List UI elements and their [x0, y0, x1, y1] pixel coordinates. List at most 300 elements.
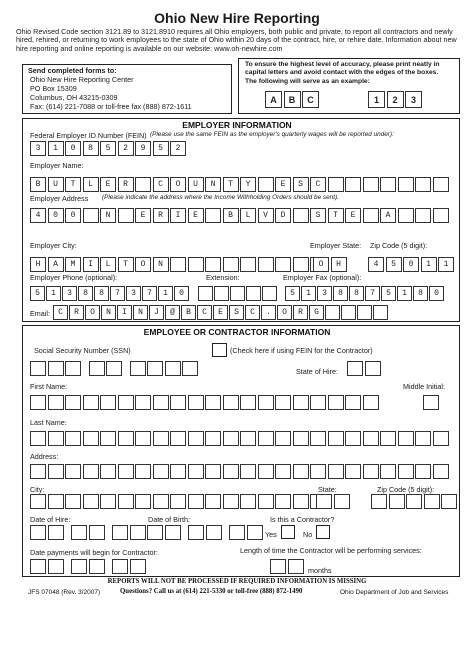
char-box[interactable]: N	[153, 257, 169, 272]
char-box[interactable]	[112, 559, 128, 574]
example-cell: B	[284, 91, 301, 108]
char-box[interactable]: 1	[397, 286, 412, 301]
char-box[interactable]	[205, 208, 221, 223]
char-box[interactable]	[130, 361, 146, 376]
char-box[interactable]: N	[100, 208, 116, 223]
char-box[interactable]	[147, 361, 163, 376]
char-box[interactable]	[223, 494, 239, 509]
char-box[interactable]: 8	[413, 286, 428, 301]
char-box[interactable]	[30, 494, 46, 509]
char-box[interactable]: 0	[174, 286, 189, 301]
char-box[interactable]	[165, 361, 181, 376]
char-box[interactable]	[89, 559, 105, 574]
char-box[interactable]	[293, 257, 309, 272]
char-box[interactable]	[441, 494, 457, 509]
char-box[interactable]	[153, 395, 169, 410]
char-box[interactable]: T	[328, 208, 344, 223]
char-box[interactable]	[83, 395, 99, 410]
char-box[interactable]	[135, 494, 151, 509]
char-box[interactable]: 7	[110, 286, 125, 301]
char-box[interactable]	[246, 286, 261, 301]
contractor-no-checkbox[interactable]	[316, 525, 330, 539]
char-box[interactable]: 2	[170, 141, 186, 156]
char-box[interactable]	[205, 257, 221, 272]
char-box[interactable]	[130, 525, 146, 540]
char-box[interactable]: C	[197, 305, 212, 320]
char-box[interactable]	[345, 177, 361, 192]
char-box[interactable]	[310, 395, 326, 410]
char-box[interactable]	[30, 464, 46, 479]
char-box[interactable]: C	[153, 177, 169, 192]
char-box[interactable]: 7	[142, 286, 157, 301]
send-to-fax: Fax: (614) 221-7088 or toll-free fax (888) 872-1611	[30, 102, 192, 111]
char-box[interactable]	[205, 395, 221, 410]
char-box[interactable]	[334, 494, 350, 509]
employer-fax-field[interactable]	[285, 286, 445, 301]
char-box[interactable]	[363, 431, 379, 446]
char-box[interactable]: O	[277, 305, 292, 320]
char-box[interactable]	[188, 525, 204, 540]
char-box[interactable]: E	[213, 305, 228, 320]
char-box[interactable]	[188, 494, 204, 509]
char-box[interactable]: 0	[65, 141, 81, 156]
char-box[interactable]	[205, 431, 221, 446]
char-box[interactable]	[258, 431, 274, 446]
fein-field[interactable]	[30, 141, 188, 156]
char-box[interactable]	[310, 464, 326, 479]
char-box[interactable]: 1	[48, 141, 64, 156]
char-box[interactable]	[328, 395, 344, 410]
char-box[interactable]	[240, 431, 256, 446]
char-box[interactable]	[293, 208, 309, 223]
char-box[interactable]	[380, 177, 396, 192]
char-box[interactable]: 1	[421, 257, 437, 272]
char-box[interactable]: E	[135, 208, 151, 223]
char-box[interactable]: B	[181, 305, 196, 320]
char-box[interactable]: 1	[438, 257, 454, 272]
char-box[interactable]	[293, 464, 309, 479]
char-box[interactable]	[293, 431, 309, 446]
first-name-field[interactable]	[30, 395, 380, 410]
char-box[interactable]	[371, 494, 387, 509]
char-box[interactable]	[316, 494, 332, 509]
email-field[interactable]	[53, 305, 389, 320]
char-box[interactable]	[406, 494, 422, 509]
char-box[interactable]	[118, 431, 134, 446]
middle-initial-field[interactable]	[423, 395, 441, 410]
example-digits	[368, 91, 424, 108]
char-box[interactable]: H	[30, 257, 46, 272]
payments-begin-label: Date payments will begin for Contractor:	[30, 548, 158, 557]
ssn-field[interactable]	[30, 361, 200, 376]
char-box[interactable]	[48, 525, 64, 540]
employer-zip-field[interactable]	[368, 257, 456, 272]
char-box[interactable]	[48, 395, 64, 410]
char-box[interactable]	[30, 361, 46, 376]
char-box[interactable]: C	[310, 177, 326, 192]
char-box[interactable]	[398, 464, 414, 479]
char-box[interactable]	[270, 559, 286, 574]
ssn-label: Social Security Number (SSN)	[34, 346, 131, 355]
char-box[interactable]	[223, 395, 239, 410]
char-box[interactable]	[100, 464, 116, 479]
char-box[interactable]	[433, 208, 449, 223]
char-box[interactable]	[398, 208, 414, 223]
char-box[interactable]: T	[118, 257, 134, 272]
char-box[interactable]	[424, 494, 440, 509]
char-box[interactable]: H	[331, 257, 347, 272]
char-box[interactable]	[363, 208, 379, 223]
char-box[interactable]	[30, 559, 46, 574]
char-box[interactable]: 3	[126, 286, 141, 301]
char-box[interactable]	[170, 431, 186, 446]
char-box[interactable]	[380, 464, 396, 479]
char-box[interactable]: 3	[317, 286, 332, 301]
char-box[interactable]: G	[309, 305, 324, 320]
char-box[interactable]: 0	[48, 208, 64, 223]
char-box[interactable]	[135, 395, 151, 410]
char-box[interactable]: L	[83, 177, 99, 192]
char-box[interactable]	[48, 464, 64, 479]
char-box[interactable]	[262, 286, 277, 301]
char-box[interactable]	[415, 431, 431, 446]
char-box[interactable]	[118, 208, 134, 223]
char-box[interactable]: C	[53, 305, 68, 320]
char-box[interactable]	[363, 395, 379, 410]
char-box[interactable]: R	[153, 208, 169, 223]
char-box[interactable]: N	[101, 305, 116, 320]
char-box[interactable]: 1	[301, 286, 316, 301]
fein-contractor-check-label: (Check here if using FEIN for the Contractor)	[230, 346, 373, 355]
char-box[interactable]	[100, 431, 116, 446]
city-field[interactable]	[30, 494, 328, 509]
char-box[interactable]: 8	[78, 286, 93, 301]
char-box[interactable]	[310, 431, 326, 446]
char-box[interactable]: 4	[30, 208, 46, 223]
extension-field[interactable]	[198, 286, 278, 301]
char-box[interactable]	[100, 494, 116, 509]
char-box[interactable]	[83, 431, 99, 446]
char-box[interactable]: D	[275, 208, 291, 223]
employer-city-label: Employer City:	[30, 241, 77, 250]
zip-field[interactable]	[371, 494, 459, 509]
char-box[interactable]	[106, 361, 122, 376]
first-name-label: First Name:	[30, 382, 68, 391]
char-box[interactable]	[328, 177, 344, 192]
char-box[interactable]	[258, 464, 274, 479]
char-box[interactable]	[83, 464, 99, 479]
char-box[interactable]	[153, 494, 169, 509]
char-box[interactable]	[293, 395, 309, 410]
instructions-line1: To ensure the highest level of accuracy, please print neatly in	[245, 61, 440, 68]
char-box[interactable]	[258, 494, 274, 509]
char-box[interactable]	[170, 257, 186, 272]
form-title: Ohio New Hire Reporting	[154, 10, 320, 26]
char-box[interactable]	[433, 431, 449, 446]
address-field[interactable]	[30, 464, 450, 479]
char-box[interactable]: C	[245, 305, 260, 320]
char-box[interactable]	[433, 464, 449, 479]
char-box[interactable]	[118, 494, 134, 509]
char-box[interactable]	[118, 395, 134, 410]
char-box[interactable]: O	[85, 305, 100, 320]
char-box[interactable]	[71, 559, 87, 574]
char-box[interactable]	[153, 464, 169, 479]
state-of-hire-label: State of Hire:	[296, 367, 338, 376]
char-box[interactable]: B	[223, 208, 239, 223]
example-cell: A	[265, 91, 282, 108]
char-box[interactable]: 4	[368, 257, 384, 272]
char-box[interactable]	[275, 257, 291, 272]
char-box[interactable]: 5	[100, 141, 116, 156]
email-label: Email:	[30, 309, 50, 318]
char-box[interactable]	[240, 257, 256, 272]
char-box[interactable]: A	[380, 208, 396, 223]
char-box[interactable]	[30, 525, 46, 540]
char-box[interactable]	[398, 431, 414, 446]
date-of-hire-label: Date of Hire:	[30, 515, 71, 524]
send-to-line2: PO Box 15309	[30, 84, 77, 93]
length-of-service-field[interactable]	[270, 559, 305, 574]
char-box[interactable]	[135, 464, 151, 479]
char-box[interactable]	[205, 494, 221, 509]
char-box[interactable]	[433, 177, 449, 192]
char-box[interactable]	[275, 494, 291, 509]
char-box[interactable]	[130, 559, 146, 574]
char-box[interactable]: S	[229, 305, 244, 320]
char-box[interactable]	[135, 431, 151, 446]
char-box[interactable]	[147, 525, 163, 540]
contractor-yes-label: Yes	[265, 530, 277, 539]
char-box[interactable]: .	[261, 305, 276, 320]
char-box[interactable]	[188, 257, 204, 272]
char-box[interactable]	[170, 494, 186, 509]
char-box[interactable]: B	[30, 177, 46, 192]
fein-contractor-checkbox[interactable]	[212, 343, 227, 357]
send-to-line1: Ohio New Hire Reporting Center	[30, 75, 134, 84]
char-box[interactable]	[423, 395, 439, 410]
char-box[interactable]: M	[65, 257, 81, 272]
middle-initial-label: Middle Initial:	[403, 382, 445, 391]
char-box[interactable]	[30, 395, 46, 410]
example-cell: 2	[387, 91, 404, 108]
char-box[interactable]: O	[313, 257, 329, 272]
char-box[interactable]: L	[100, 257, 116, 272]
char-box[interactable]: T	[65, 177, 81, 192]
char-box[interactable]: I	[83, 257, 99, 272]
char-box[interactable]	[65, 431, 81, 446]
char-box[interactable]	[118, 464, 134, 479]
char-box[interactable]: E	[275, 177, 291, 192]
last-name-field[interactable]	[30, 431, 450, 446]
char-box[interactable]: 8	[333, 286, 348, 301]
char-box[interactable]	[365, 361, 381, 376]
char-box[interactable]	[182, 361, 198, 376]
char-box[interactable]	[357, 305, 372, 320]
char-box[interactable]	[328, 464, 344, 479]
employer-phone-field[interactable]	[30, 286, 190, 301]
char-box[interactable]	[170, 464, 186, 479]
char-box[interactable]	[223, 431, 239, 446]
char-box[interactable]	[288, 559, 304, 574]
contractor-question: Is this a Contractor?	[270, 515, 335, 524]
char-box[interactable]: 0	[429, 286, 444, 301]
payments-begin-field[interactable]	[30, 559, 147, 574]
char-box[interactable]	[165, 525, 181, 540]
char-box[interactable]	[71, 525, 87, 540]
char-box[interactable]	[48, 559, 64, 574]
char-box[interactable]	[83, 208, 99, 223]
char-box[interactable]	[83, 494, 99, 509]
char-box[interactable]: 8	[94, 286, 109, 301]
char-box[interactable]	[188, 464, 204, 479]
char-box[interactable]	[48, 431, 64, 446]
char-box[interactable]	[347, 361, 363, 376]
char-box[interactable]: 5	[153, 141, 169, 156]
employer-city-field[interactable]	[30, 257, 328, 272]
char-box[interactable]: T	[223, 177, 239, 192]
char-box[interactable]	[275, 395, 291, 410]
date-of-hire-field[interactable]	[30, 525, 147, 540]
char-box[interactable]: 5	[386, 257, 402, 272]
char-box[interactable]: 3	[30, 141, 46, 156]
char-box[interactable]: E	[100, 177, 116, 192]
state-field[interactable]	[316, 494, 351, 509]
char-box[interactable]	[89, 525, 105, 540]
char-box[interactable]	[345, 395, 361, 410]
char-box[interactable]: 5	[285, 286, 300, 301]
char-box[interactable]: V	[258, 208, 274, 223]
char-box[interactable]	[258, 177, 274, 192]
char-box[interactable]	[275, 431, 291, 446]
char-box[interactable]: 1	[158, 286, 173, 301]
char-box[interactable]: N	[205, 177, 221, 192]
char-box[interactable]: R	[69, 305, 84, 320]
char-box[interactable]	[258, 257, 274, 272]
char-box[interactable]	[363, 177, 379, 192]
char-box[interactable]	[135, 177, 151, 192]
char-box[interactable]	[153, 431, 169, 446]
char-box[interactable]: R	[293, 305, 308, 320]
char-box[interactable]: 0	[65, 208, 81, 223]
employer-address-field[interactable]	[30, 208, 450, 223]
char-box[interactable]	[198, 286, 213, 301]
char-box[interactable]: O	[170, 177, 186, 192]
char-box[interactable]: U	[188, 177, 204, 192]
char-box[interactable]: N	[133, 305, 148, 320]
char-box[interactable]: 1	[46, 286, 61, 301]
char-box[interactable]	[380, 431, 396, 446]
state-of-hire-field[interactable]	[347, 361, 382, 376]
char-box[interactable]	[230, 286, 245, 301]
char-box[interactable]	[65, 395, 81, 410]
char-box[interactable]: I	[117, 305, 132, 320]
char-box[interactable]: 8	[83, 141, 99, 156]
employer-state-field[interactable]	[313, 257, 348, 272]
char-box[interactable]	[214, 286, 229, 301]
char-box[interactable]	[247, 525, 263, 540]
date-of-birth-field[interactable]	[147, 525, 264, 540]
char-box[interactable]	[205, 464, 221, 479]
agency-name: Ohio Department of Job and Services	[340, 589, 449, 596]
char-box[interactable]: Y	[240, 177, 256, 192]
char-box[interactable]	[170, 395, 186, 410]
char-box[interactable]	[100, 395, 116, 410]
char-box[interactable]: L	[240, 208, 256, 223]
char-box[interactable]	[30, 431, 46, 446]
char-box[interactable]	[341, 305, 356, 320]
char-box[interactable]	[345, 431, 361, 446]
char-box[interactable]	[240, 395, 256, 410]
char-box[interactable]	[65, 464, 81, 479]
char-box[interactable]	[415, 208, 431, 223]
char-box[interactable]	[188, 431, 204, 446]
char-box[interactable]: J	[149, 305, 164, 320]
char-box[interactable]: A	[48, 257, 64, 272]
char-box[interactable]	[275, 464, 291, 479]
char-box[interactable]: E	[188, 208, 204, 223]
char-box[interactable]: 9	[135, 141, 151, 156]
char-box[interactable]	[258, 395, 274, 410]
char-box[interactable]: 8	[349, 286, 364, 301]
employer-name-field[interactable]	[30, 177, 450, 192]
char-box[interactable]	[389, 494, 405, 509]
char-box[interactable]	[293, 494, 309, 509]
char-box[interactable]	[345, 464, 361, 479]
char-box[interactable]: S	[310, 208, 326, 223]
char-box[interactable]: 3	[62, 286, 77, 301]
char-box[interactable]	[325, 305, 340, 320]
contractor-yes-checkbox[interactable]	[281, 525, 295, 539]
char-box[interactable]: 5	[30, 286, 45, 301]
char-box[interactable]	[188, 395, 204, 410]
char-box[interactable]	[48, 361, 64, 376]
char-box[interactable]	[65, 494, 81, 509]
char-box[interactable]: 5	[381, 286, 396, 301]
fein-label: Federal Employer ID Number (FEIN)	[30, 131, 147, 140]
char-box[interactable]: R	[118, 177, 134, 192]
char-box[interactable]	[65, 361, 81, 376]
char-box[interactable]: @	[165, 305, 180, 320]
char-box[interactable]	[373, 305, 388, 320]
char-box[interactable]	[229, 525, 245, 540]
char-box[interactable]	[223, 464, 239, 479]
char-box[interactable]	[328, 431, 344, 446]
char-box[interactable]	[398, 177, 414, 192]
char-box[interactable]: I	[170, 208, 186, 223]
char-box[interactable]	[240, 494, 256, 509]
length-of-service-label: Length of time the Contractor will be performing services:	[240, 546, 422, 555]
char-box[interactable]: U	[48, 177, 64, 192]
char-box[interactable]	[240, 464, 256, 479]
char-box[interactable]: O	[135, 257, 151, 272]
char-box[interactable]	[48, 494, 64, 509]
char-box[interactable]: S	[293, 177, 309, 192]
char-box[interactable]: E	[345, 208, 361, 223]
char-box[interactable]	[206, 525, 222, 540]
char-box[interactable]: 7	[365, 286, 380, 301]
char-box[interactable]	[223, 257, 239, 272]
instructions-line3: The following will serve as an example:	[245, 78, 370, 85]
char-box[interactable]: 2	[118, 141, 134, 156]
char-box[interactable]	[363, 464, 379, 479]
char-box[interactable]: 0	[403, 257, 419, 272]
example-cell: 3	[405, 91, 422, 108]
char-box[interactable]	[89, 361, 105, 376]
char-box[interactable]	[112, 525, 128, 540]
char-box[interactable]	[415, 177, 431, 192]
char-box[interactable]	[415, 464, 431, 479]
